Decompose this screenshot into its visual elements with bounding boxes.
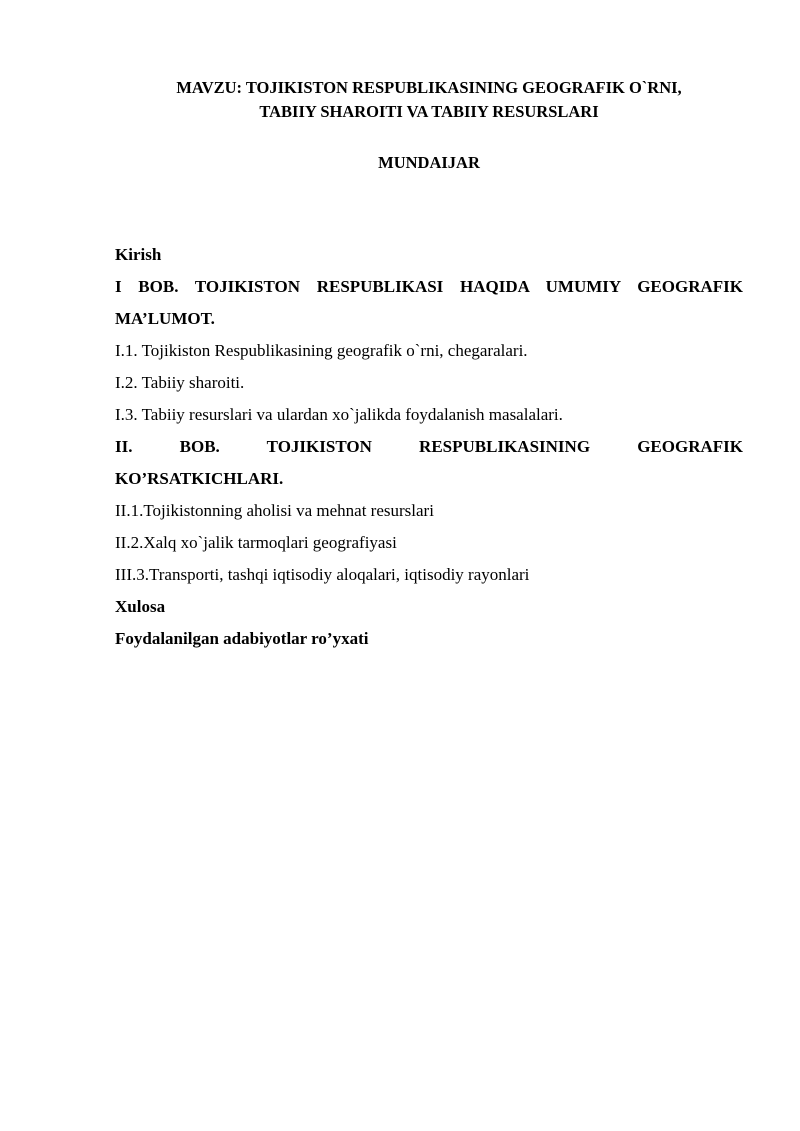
table-of-contents [115, 239, 743, 655]
document-title [115, 76, 743, 124]
toc-section-1-1: I.1. Tojikiston Respublikasining geografik o`rni, chegaralari. [115, 341, 528, 360]
toc-section-1-3: I.3. Tabiiy resurslari va ulardan xo`jalikda foydalanish masalalari. [115, 405, 563, 424]
toc-intro: Kirish [115, 245, 162, 264]
toc-chapter-1-line-1: I BOB. TOJIKISTON RESPUBLIKASI HAQIDA UMUMIY GEOGRAFIK [115, 277, 743, 296]
toc-section-3-3: III.3.Transporti, tashqi iqtisodiy aloqalari, iqtisodiy rayonlari [115, 565, 530, 584]
toc-section-2-1: II.1.Tojikistonning aholisi va mehnat resurslari [115, 501, 434, 520]
toc-section-2-2: II.2.Xalq xo`jalik tarmoqlari geografiyasi [115, 533, 397, 552]
title-line-2: TABIIY SHAROITI VA TABIIY RESURSLARI [259, 102, 599, 121]
toc-chapter-2-line-2: KO’RSATKICHLARI. [115, 469, 284, 488]
contents-heading: MUNDAIJAR [378, 153, 480, 172]
toc-chapter-1-line-2: MA’LUMOT. [115, 309, 215, 328]
toc-section-1-2: I.2. Tabiiy sharoiti. [115, 373, 245, 392]
toc-conclusion: Xulosa [115, 597, 166, 616]
title-line-1: MAVZU: TOJIKISTON RESPUBLIKASINING GEOGRAFIK O`RNI, [176, 78, 682, 97]
toc-references: Foydalanilgan adabiyotlar ro’yxati [115, 629, 369, 648]
toc-chapter-2-line-1: II. BOB. TOJIKISTON RESPUBLIKASINING GEOGRAFIK [115, 437, 743, 456]
